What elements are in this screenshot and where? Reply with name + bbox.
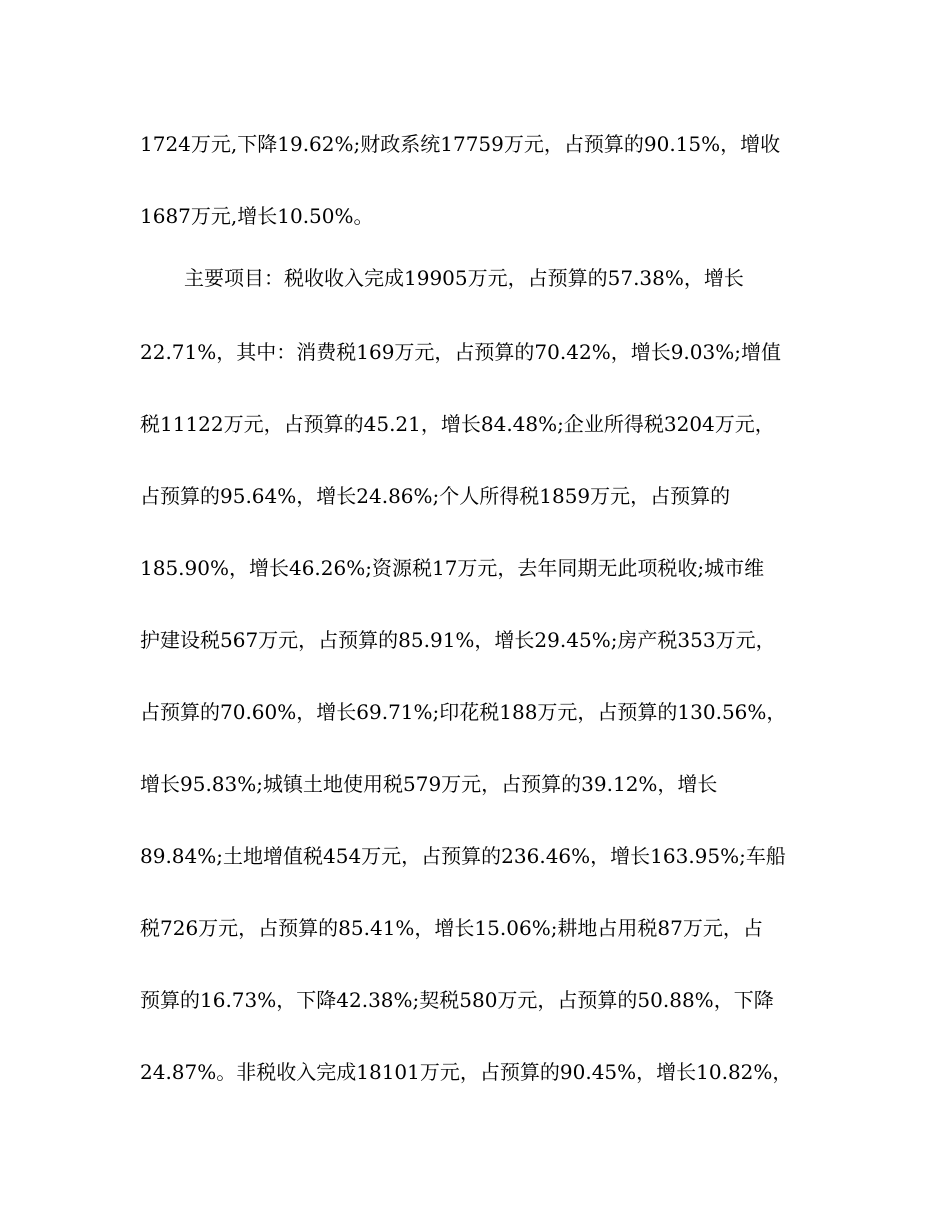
text-line-5: 税11122万元，占预算的45.21，增长84.48%;企业所得税3204万元， <box>140 412 775 436</box>
text-line-9: 占预算的70.60%，增长69.71%;印花税188万元，占预算的130.56%， <box>140 700 787 724</box>
text-line-8: 护建设税567万元，占预算的85.91%，增长29.45%;房产税353万元， <box>140 628 776 652</box>
paragraph-start-line: 主要项目：税收收入完成19905万元，占预算的57.38%，增长 <box>184 266 744 290</box>
text-line-1: 1724万元,下降19.62%;财政系统17759万元，占预算的90.15%，增收 <box>140 132 781 156</box>
text-line-10: 增长95.83%;城镇土地使用税579万元，占预算的39.12%，增长 <box>140 772 718 796</box>
text-line-7: 185.90%，增长46.26%;资源税17万元，去年同期无此项税收;城市维 <box>140 556 765 580</box>
text-line-4: 22.71%，其中：消费税169万元，占预算的70.42%，增长9.03%;增值 <box>140 340 781 364</box>
text-line-14: 24.87%。非税收入完成18101万元，占预算的90.45%，增长10.82%， <box>140 1060 793 1084</box>
text-line-6: 占预算的95.64%，增长24.86%;个人所得税1859万元，占预算的 <box>140 484 731 508</box>
text-line-13: 预算的16.73%，下降42.38%;契税580万元，占预算的50.88%，下降 <box>140 988 774 1012</box>
text-line-12: 税726万元，占预算的85.41%，增长15.06%;耕地占用税87万元，占 <box>140 916 763 940</box>
text-line-11: 89.84%;土地增值税454万元，占预算的236.46%，增长163.95%;车船 <box>140 844 786 868</box>
text-line-2: 1687万元,增长10.50%。 <box>140 204 374 228</box>
